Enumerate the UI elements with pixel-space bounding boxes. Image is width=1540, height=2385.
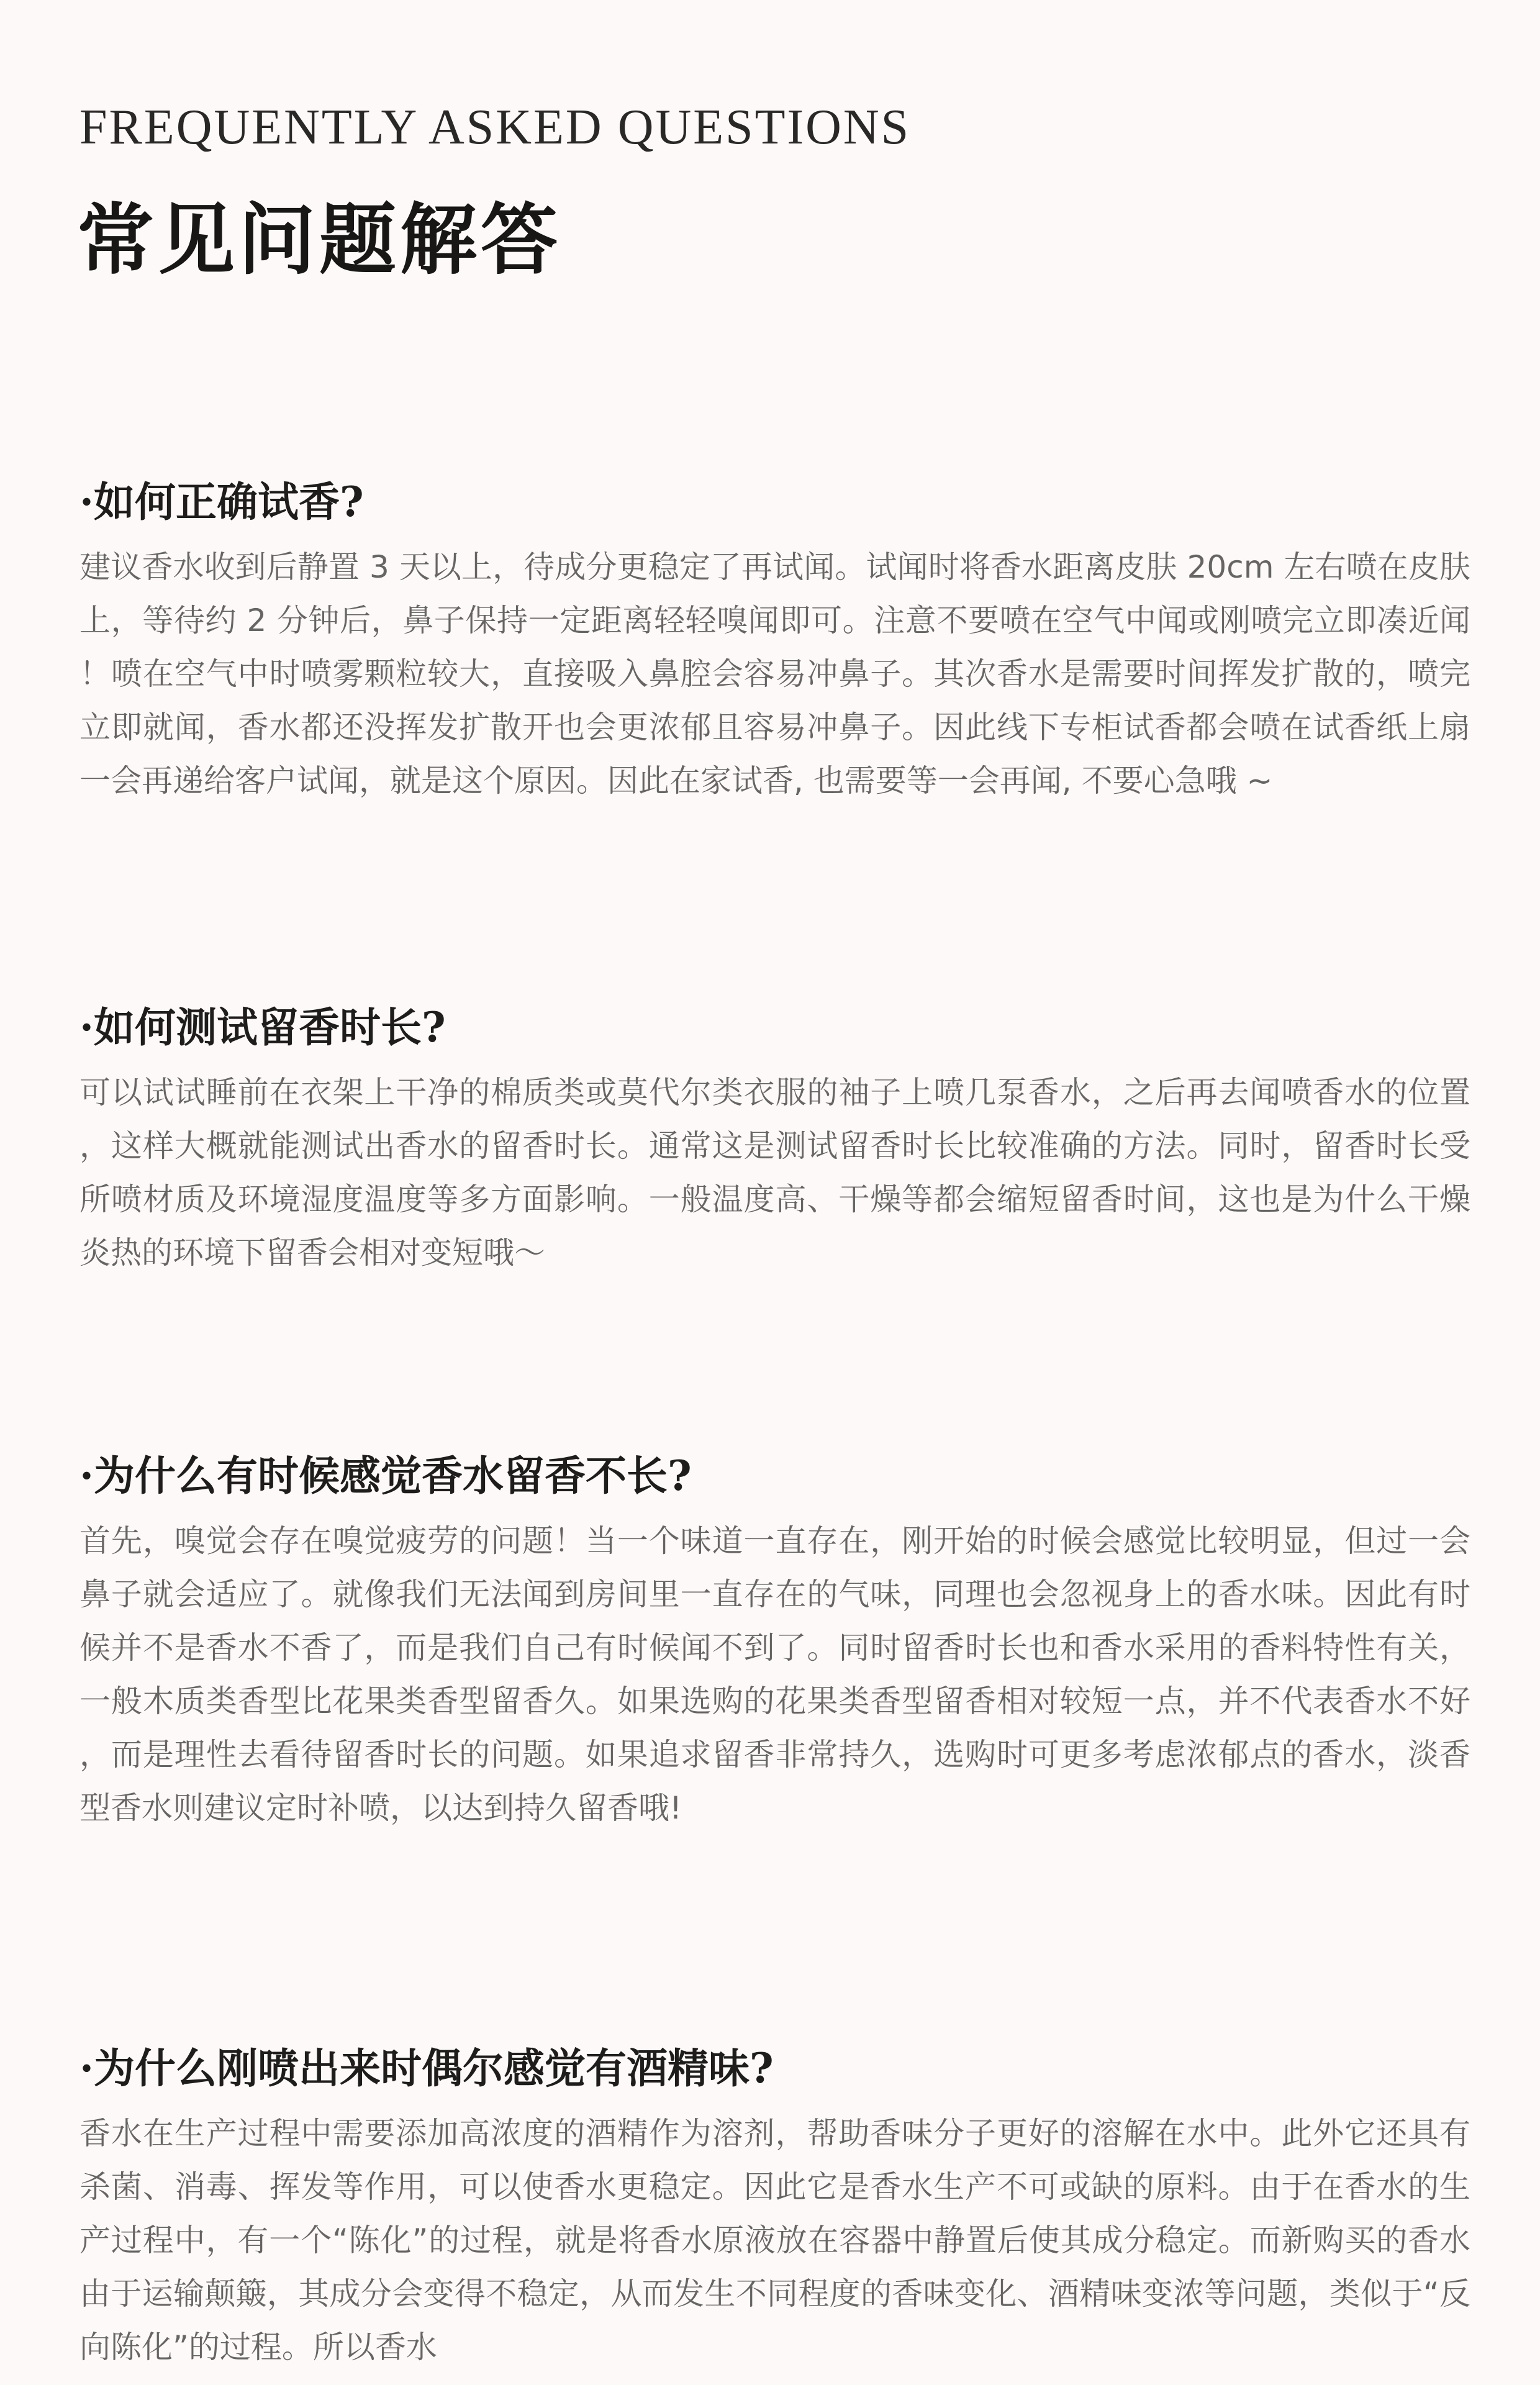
faq-answer: 建议香水收到后静置 3 天以上，待成分更稳定了再试闻。试闻时将香水距离皮肤 20cm 左右喷在皮肤上，等待约 2 分钟后，鼻子保持一定距离轻轻嗅闻即可。注意不要喷在空气中闻或刚喷完立即凑近闻！喷在空气中时喷雾颗粒较大，直接吸入鼻腔会容易冲鼻子。其次香水是需要时间挥发扩散的，喷完立即就闻，香水都还没挥发扩散开也会更浓郁且容易冲鼻子。因此线下专柜试香都会喷在试香纸上扇一会再递给客户试闻，就是这个原因。因此在家试香, 也需要等一会再闻, 不要心急哦 ~ <box>79 549 1470 799</box>
faq-item-alcohol-smell <box>79 2038 1470 2374</box>
faq-question: ·为什么有时候感觉香水留香不长? <box>79 1451 692 1500</box>
faq-answer: 首先，嗅觉会存在嗅觉疲劳的问题！当一个味道一直存在，刚开始的时候会感觉比较明显，但过一会鼻子就会适应了。就像我们无法闻到房间里一直存在的气味，同理也会忽视身上的香水味。因此有时候并不是香水不香了，而是我们自己有时候闻不到了。同时留香时长也和香水采用的香料特性有关，一般木质类香型比花果类香型留香久。如果选购的花果类香型留香相对较短一点，并不代表香水不好，而是理性去看待留香时长的问题。如果追求留香非常持久，选购时可更多考虑浓郁点的香水，淡香型香水则建议定时补喷，以达到持久留香哦! <box>79 1523 1470 1826</box>
faq-question: ·为什么刚喷出来时偶尔感觉有酒精味? <box>79 2044 774 2092</box>
faq-answer: 可以试试睡前在衣架上干净的棉质类或莫代尔类衣服的袖子上喷几泵香水，之后再去闻喷香水的位置，这样大概就能测试出香水的留香时长。通常这是测试留香时长比较准确的方法。同时，留香时长受所喷材质及环境湿度温度等多方面影响。一般温度高、干燥等都会缩短留香时间，这也是为什么干燥炎热的环境下留香会相对变短哦～ <box>79 1074 1470 1271</box>
faq-item-testing-longevity <box>79 997 1470 1279</box>
faq-answer: 香水在生产过程中需要添加高浓度的酒精作为溶剂，帮助香味分子更好的溶解在水中。此外它还具有杀菌、消毒、挥发等作用，可以使香水更稳定。因此它是香水生产不可或缺的原料。由于在香水的生产过程中，有一个“陈化”的过程，就是将香水原液放在容器中静置后使其成分稳定。而新购买的香水由于运输颠簸，其成分会变得不稳定，从而发生不同程度的香味变化、酒精味变浓等问题，类似于“反向陈化”的过程。所以香水 <box>79 2115 1470 2365</box>
faq-question: ·如何测试留香时长? <box>79 1003 446 1052</box>
faq-question: ·如何正确试香? <box>79 478 364 526</box>
faq-item-short-longevity <box>79 1446 1470 1835</box>
faq-item-trying-fragrance <box>79 472 1470 807</box>
section-eyebrow: FREQUENTLY ASKED QUESTIONS <box>79 100 911 155</box>
page-title: 常见问题解答 <box>77 195 562 285</box>
